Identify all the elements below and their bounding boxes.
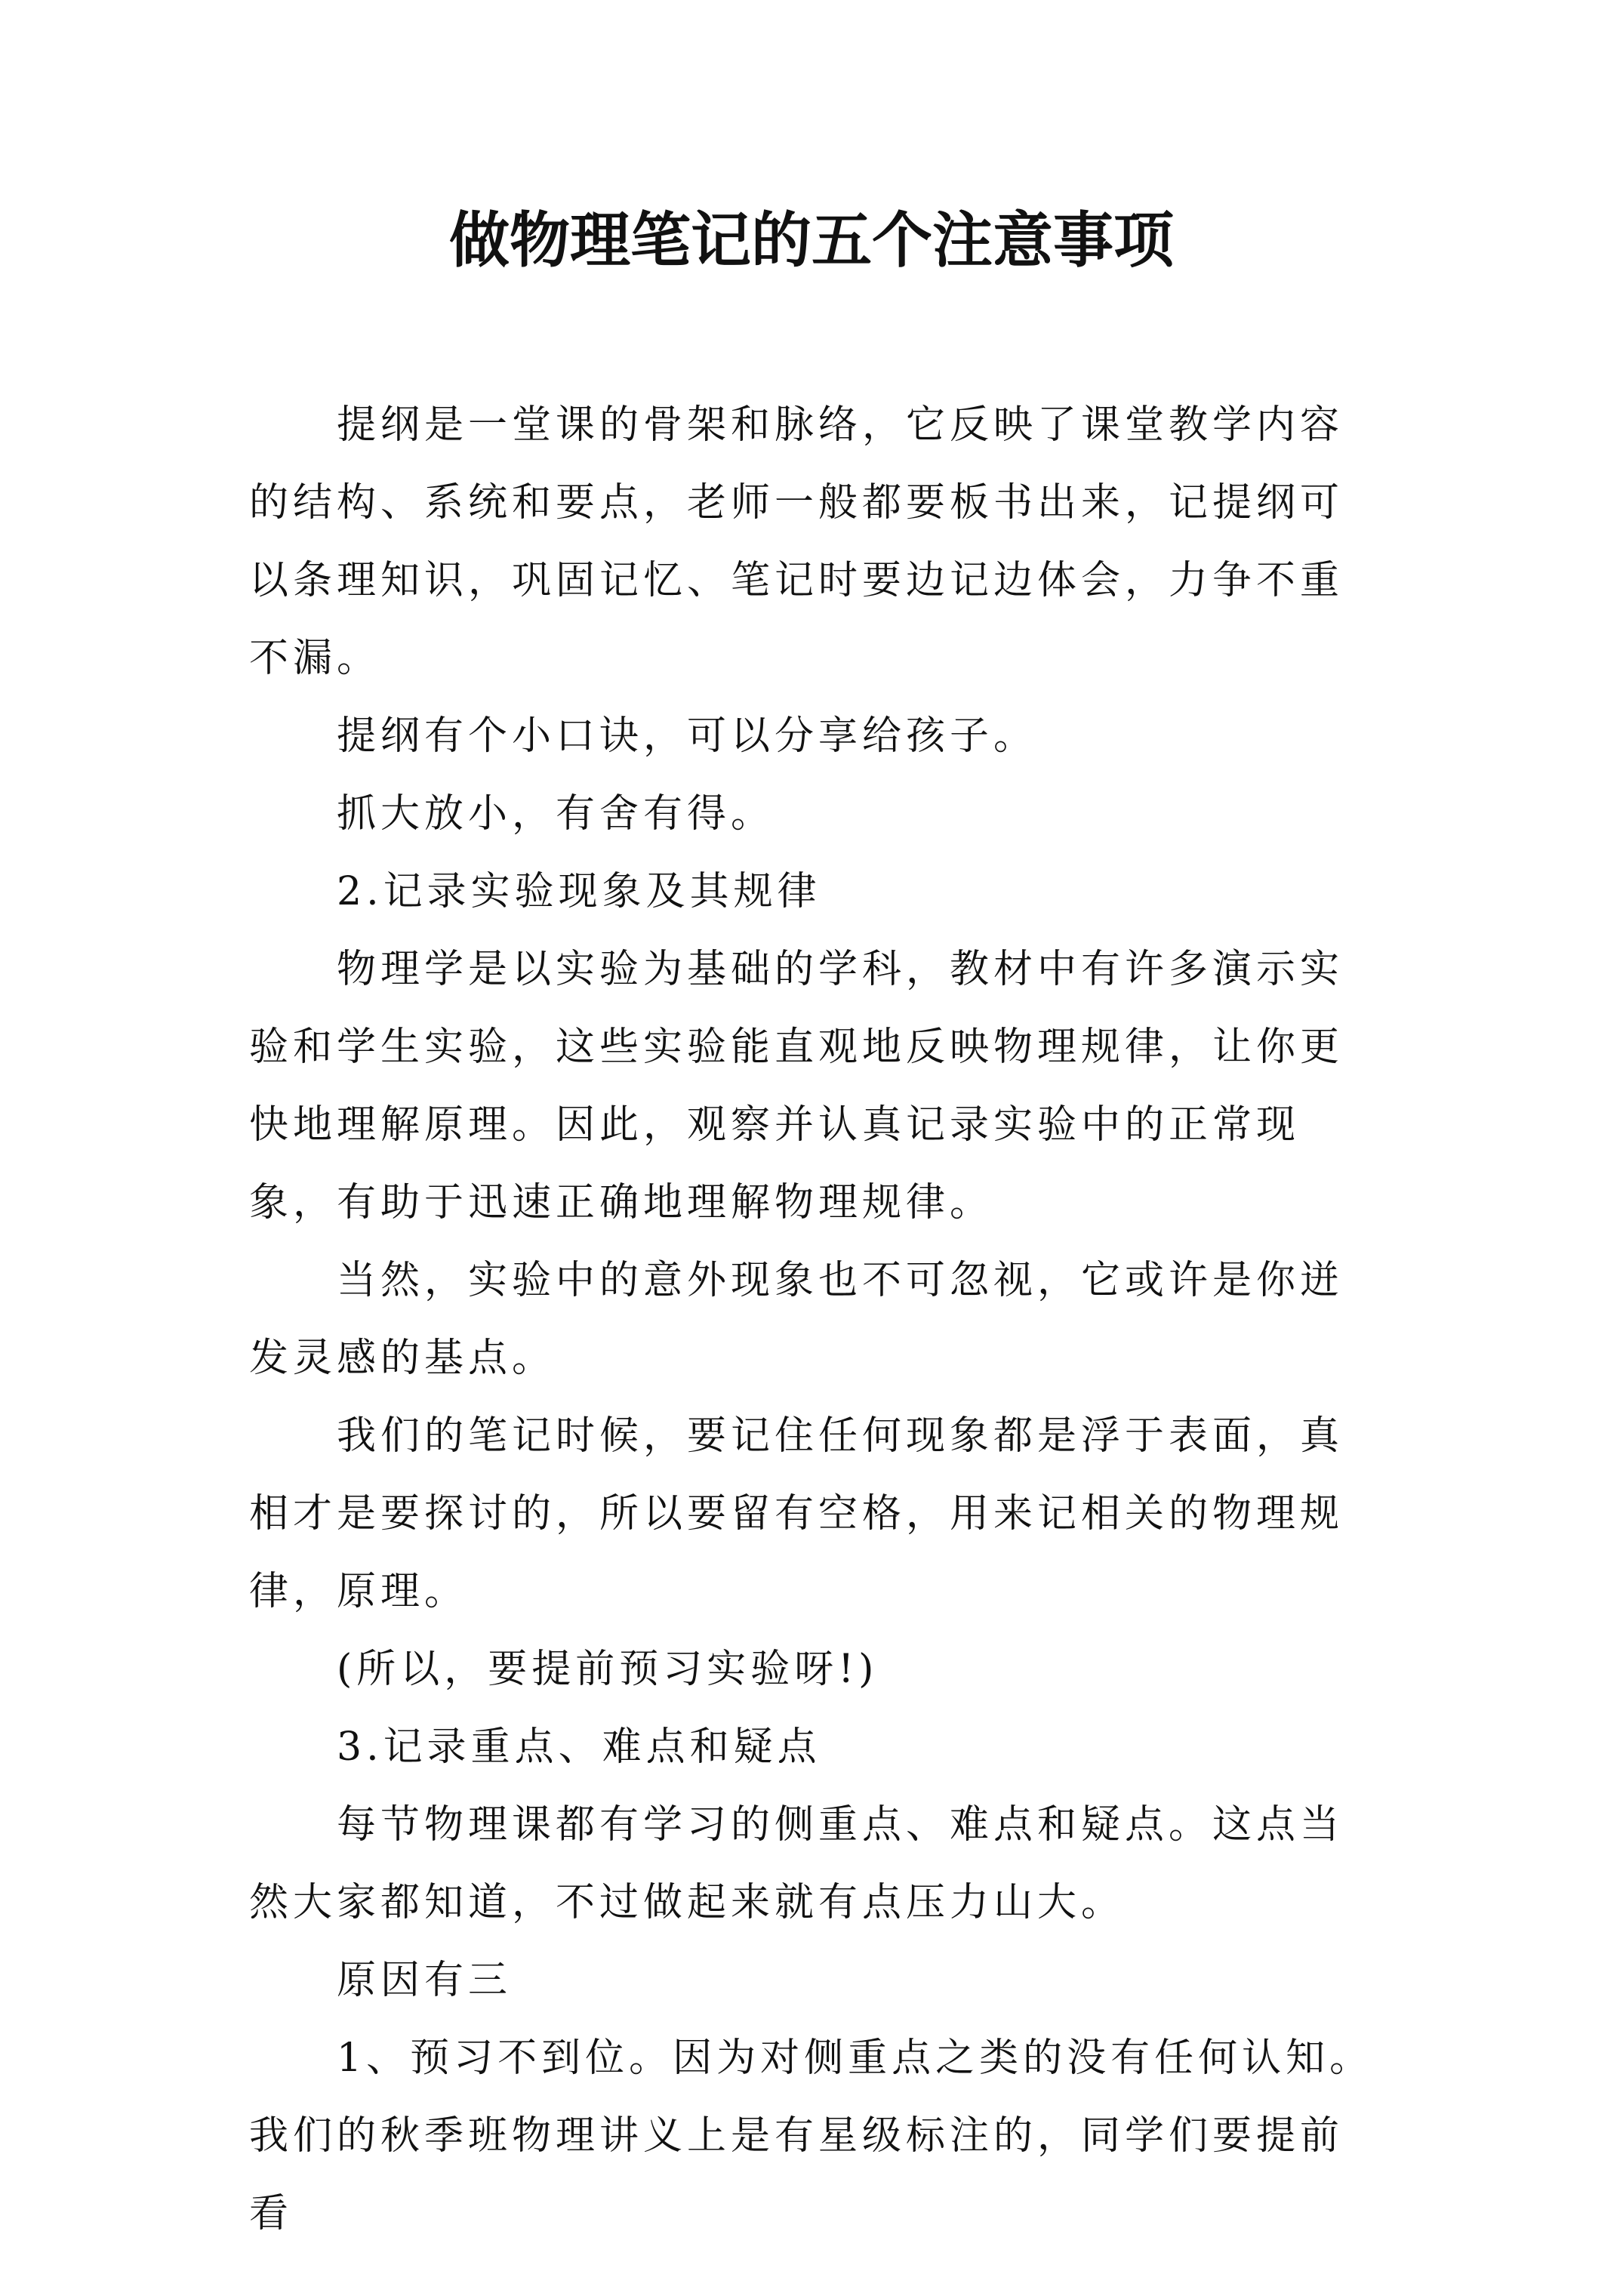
paragraph-reason-one: 1、预习不到位。因为对侧重点之类的没有任何认知。我们的秋季班物理讲义上是有星级标注的，同学们要提前看 <box>249 2036 1374 2236</box>
paragraph-preview-reminder: (所以，要提前预习实验呀!) <box>337 1647 879 1692</box>
paragraph-key-points-intro: 每节物理课都有学习的侧重点、难点和疑点。这点当然大家都知道，不过做起来就有点压力山大。 <box>249 1802 1344 1925</box>
paragraph-outline-tip: 提纲有个小口诀，可以分享给孩子。 <box>337 713 1038 759</box>
paragraph-note-taking-gaps: 我们的笔记时候，要记住任何现象都是浮于表面，真相才是要探讨的，所以要留有空格，用来记相关的物理规律，原理。 <box>249 1413 1344 1614</box>
section-heading-experiments: 2.记录实验现象及其规律 <box>337 869 821 914</box>
document-body <box>249 387 1381 2253</box>
document-title: 做物理笔记的五个注意事项 <box>449 205 1174 276</box>
paragraph-three-reasons: 原因有三 <box>337 1958 513 2003</box>
section-heading-key-points: 3.记录重点、难点和疑点 <box>337 1724 821 1770</box>
paragraph-unexpected-phenomena: 当然，实验中的意外现象也不可忽视，它或许是你迸发灵感的基点。 <box>249 1258 1344 1381</box>
paragraph-outline-intro: 提纲是一堂课的骨架和脉络，它反映了课堂教学内容的结构、系统和要点，老师一般都要板书出来，记提纲可以条理知识，巩固记忆、笔记时要边记边体会，力争不重不漏。 <box>249 402 1344 681</box>
paragraph-outline-motto: 抓大放小，有舍有得。 <box>337 791 775 837</box>
paragraph-experiments-basis: 物理学是以实验为基础的学科，教材中有许多演示实验和学生实验，这些实验能直观地反映物理规律，让你更快地理解原理。因此，观察并认真记录实验中的正常现象，有助于迅速正确地理解物理规律。 <box>249 947 1344 1225</box>
